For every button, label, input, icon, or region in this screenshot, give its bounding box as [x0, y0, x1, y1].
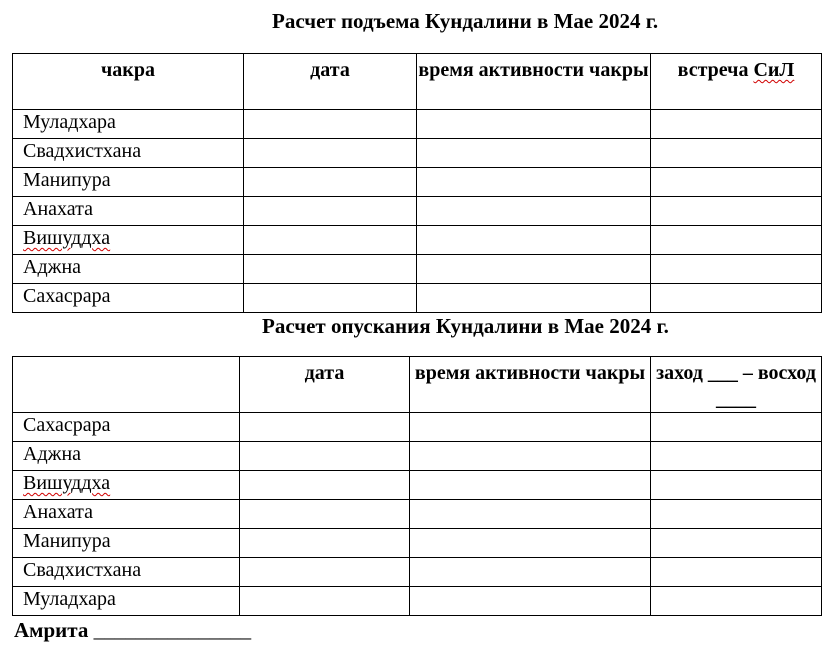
ascent-chakra-cell	[13, 197, 244, 226]
ascent-header-meeting	[651, 54, 822, 110]
ascent-row	[13, 197, 822, 226]
ascent-extra-cell[interactable]	[651, 139, 822, 168]
amrita-blank[interactable]: _______________	[88, 618, 252, 642]
ascent-row	[13, 168, 822, 197]
descent-row	[13, 500, 822, 529]
descent-row	[13, 413, 822, 442]
ascent-chakra-cell	[13, 110, 244, 139]
ascent-activity-cell[interactable]	[417, 255, 651, 284]
descent-title: Расчет опускания Кундалини в Мае 2024 г.	[262, 314, 669, 338]
ascent-body	[13, 110, 822, 313]
ascent-extra-cell[interactable]	[651, 284, 822, 313]
descent-chakra-name: Анахата	[23, 501, 93, 523]
descent-chakra-cell	[13, 529, 240, 558]
ascent-table	[12, 53, 822, 313]
descent-chakra-cell	[13, 413, 240, 442]
ascent-activity-cell[interactable]	[417, 168, 651, 197]
ascent-header-date: дата	[244, 54, 417, 110]
descent-chakra-cell	[13, 442, 240, 471]
ascent-chakra-name: Анахата	[23, 198, 93, 220]
descent-date-cell[interactable]	[240, 558, 410, 587]
ascent-chakra-name: Свадхистхана	[23, 140, 142, 162]
descent-chakra-name: Вишуддха	[23, 472, 111, 494]
ascent-chakra-cell	[13, 226, 244, 255]
ascent-chakra-name: Аджна	[23, 256, 82, 278]
ascent-row	[13, 139, 822, 168]
descent-date-cell[interactable]	[240, 442, 410, 471]
amrita-label: Амрита	[14, 618, 89, 642]
descent-date-cell[interactable]	[240, 529, 410, 558]
descent-activity-cell[interactable]	[410, 587, 651, 616]
descent-extra-cell[interactable]	[651, 558, 822, 587]
descent-extra-cell[interactable]	[651, 471, 822, 500]
ascent-extra-cell[interactable]	[651, 197, 822, 226]
ascent-chakra-name: Сахасрара	[23, 285, 111, 307]
ascent-chakra-name: Муладхара	[23, 111, 116, 133]
ascent-extra-cell[interactable]	[651, 168, 822, 197]
descent-header-sunset-sunrise: заход ___ – восход ____	[651, 357, 822, 413]
descent-extra-cell[interactable]	[651, 587, 822, 616]
descent-extra-cell[interactable]	[651, 413, 822, 442]
descent-body	[13, 413, 822, 616]
descent-chakra-cell	[13, 471, 240, 500]
descent-table	[12, 356, 822, 616]
descent-chakra-name: Свадхистхана	[23, 559, 142, 581]
ascent-extra-cell[interactable]	[651, 226, 822, 255]
descent-activity-cell[interactable]	[410, 500, 651, 529]
ascent-row	[13, 255, 822, 284]
ascent-header-row	[13, 54, 822, 110]
descent-row	[13, 587, 822, 616]
descent-activity-cell[interactable]	[410, 471, 651, 500]
descent-activity-cell[interactable]	[410, 529, 651, 558]
descent-date-cell[interactable]	[240, 413, 410, 442]
ascent-chakra-cell	[13, 255, 244, 284]
descent-activity-cell[interactable]	[410, 558, 651, 587]
ascent-date-cell[interactable]	[244, 255, 417, 284]
descent-chakra-cell	[13, 558, 240, 587]
ascent-date-cell[interactable]	[244, 168, 417, 197]
ascent-chakra-name: Вишуддха	[23, 227, 111, 249]
descent-date-cell[interactable]	[240, 471, 410, 500]
descent-chakra-cell	[13, 587, 240, 616]
descent-extra-cell[interactable]	[651, 500, 822, 529]
ascent-activity-cell[interactable]	[417, 197, 651, 226]
ascent-extra-cell[interactable]	[651, 255, 822, 284]
ascent-date-cell[interactable]	[244, 110, 417, 139]
ascent-chakra-cell	[13, 139, 244, 168]
ascent-chakra-cell	[13, 168, 244, 197]
descent-header-date: дата	[240, 357, 410, 413]
ascent-activity-cell[interactable]	[417, 226, 651, 255]
ascent-date-cell[interactable]	[244, 197, 417, 226]
ascent-header-chakra: чакра	[13, 54, 244, 110]
ascent-activity-cell[interactable]	[417, 139, 651, 168]
descent-extra-cell[interactable]	[651, 529, 822, 558]
descent-chakra-name: Аджна	[23, 443, 82, 465]
descent-chakra-name: Муладхара	[23, 588, 116, 610]
descent-row	[13, 442, 822, 471]
descent-chakra-name: Сахасрара	[23, 414, 111, 436]
descent-extra-cell[interactable]	[651, 442, 822, 471]
descent-header-row	[13, 357, 822, 413]
ascent-row	[13, 110, 822, 139]
descent-activity-cell[interactable]	[410, 413, 651, 442]
descent-row	[13, 529, 822, 558]
ascent-row	[13, 226, 822, 255]
ascent-header-meeting-prefix: встреча	[677, 59, 754, 81]
ascent-header-activity: время активности чакры	[417, 54, 651, 110]
ascent-date-cell[interactable]	[244, 139, 417, 168]
descent-activity-cell[interactable]	[410, 442, 651, 471]
descent-header-activity: время активности чакры	[410, 357, 651, 413]
descent-date-cell[interactable]	[240, 500, 410, 529]
ascent-activity-cell[interactable]	[417, 110, 651, 139]
descent-date-cell[interactable]	[240, 587, 410, 616]
descent-row	[13, 558, 822, 587]
ascent-extra-cell[interactable]	[651, 110, 822, 139]
ascent-date-cell[interactable]	[244, 226, 417, 255]
ascent-header-meeting-flag: СиЛ	[753, 59, 795, 81]
ascent-chakra-cell	[13, 284, 244, 313]
ascent-date-cell[interactable]	[244, 284, 417, 313]
amrita-line	[14, 617, 251, 643]
ascent-activity-cell[interactable]	[417, 284, 651, 313]
descent-chakra-name: Манипура	[23, 530, 111, 552]
ascent-title: Расчет подъема Кундалини в Мае 2024 г.	[272, 9, 659, 33]
ascent-row	[13, 284, 822, 313]
descent-chakra-cell	[13, 500, 240, 529]
ascent-chakra-name: Манипура	[23, 169, 111, 191]
descent-row	[13, 471, 822, 500]
descent-header-chakra	[13, 357, 240, 413]
